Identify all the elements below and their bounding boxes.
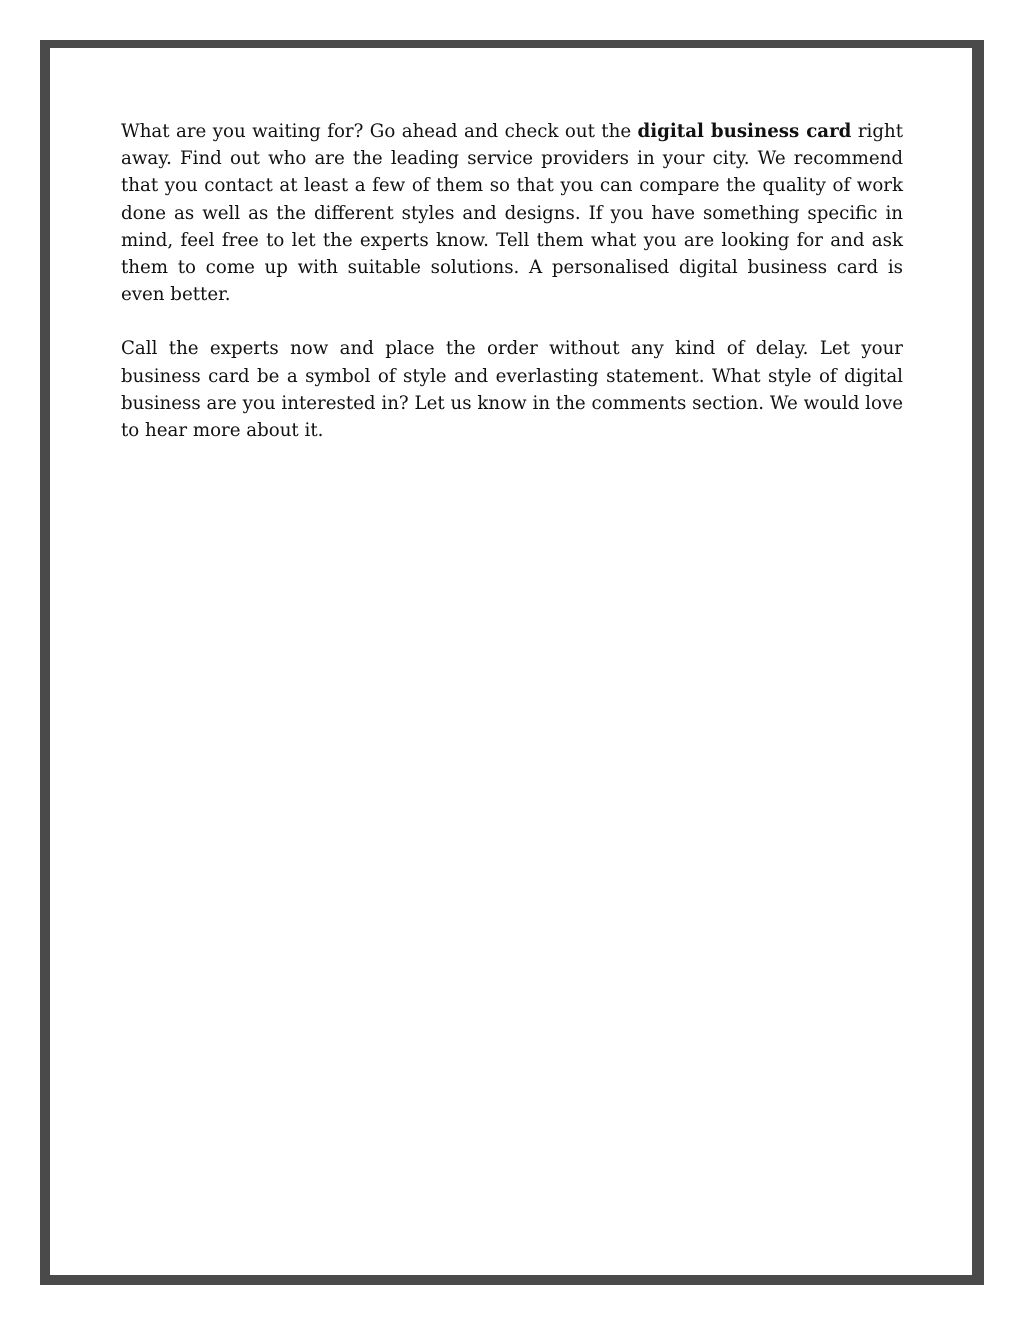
paragraph-1 [121,118,903,308]
paragraph-1-text-start: What are you waiting for? Go ahead and check out the [121,121,638,142]
paragraph-2 [121,335,903,444]
document-body [121,118,903,471]
paragraph-1-text-end: right away. Find out who are the leading service providers in your city. We recommend that you contact at least a few of them so that you can compare the quality of work done as well as the different styles and designs. If you have something specific in mind, feel free to let the experts know. Tell them what you are looking for and ask them to come up with suitable solutions. A personalised digital business card is even better. [121,121,904,306]
keyword-link: digital business card [637,121,852,142]
paragraph-2-text: Call the experts now and place the order without any kind of delay. Let your business card be a symbol of style and everlasting statement. What style of digital business are you interested in? Let us know in the comments section. We would love to hear more about it. [121,338,903,442]
